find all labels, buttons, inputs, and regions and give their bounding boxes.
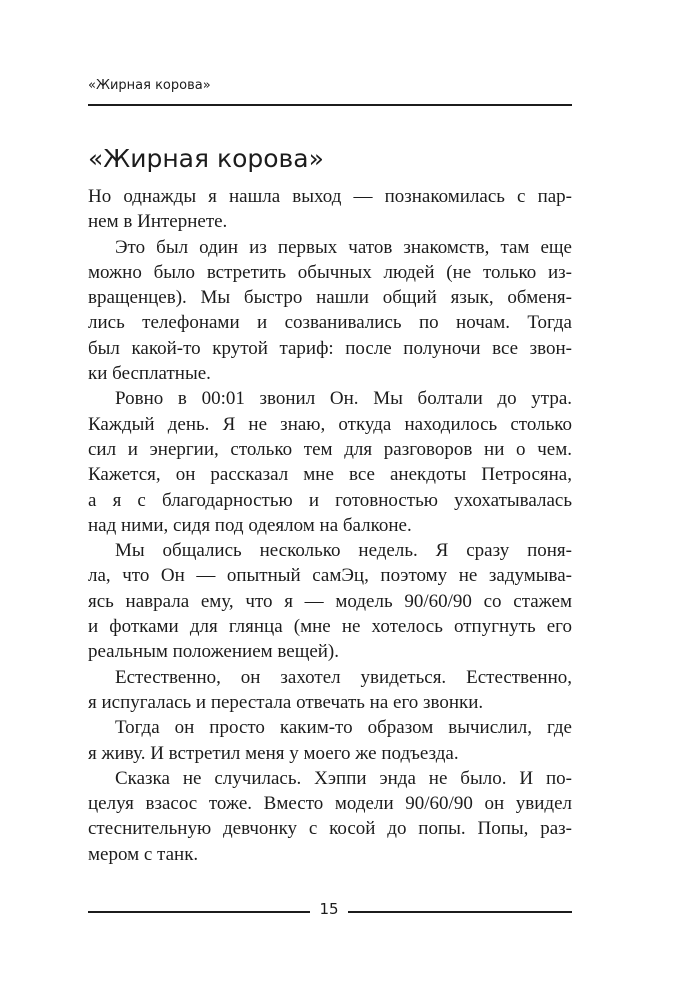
text-line: Мы общались несколько недель. Я сразу поня- bbox=[115, 540, 572, 562]
text-line: реальным положением вещей). bbox=[88, 641, 339, 663]
text-line: можно было встретить обычных людей (не только из- bbox=[88, 261, 572, 283]
footer-rule-left bbox=[88, 911, 310, 913]
text-line: над ними, сидя под одеялом на балконе. bbox=[88, 514, 412, 536]
text-line: Тогда он просто каким-то образом вычислил, где bbox=[115, 717, 572, 739]
text-line: Каждый день. Я не знаю, откуда находилось столько bbox=[88, 413, 572, 435]
text-line: вращенцев). Мы быстро нашли общий язык, обменя- bbox=[88, 287, 572, 309]
text-line: а я с благодарностью и готовностью ухохатывалась bbox=[88, 489, 572, 511]
text-line: нем в Интернете. bbox=[88, 211, 228, 233]
text-line: ки бесплатные. bbox=[88, 363, 211, 385]
text-line: лись телефонами и созванивались по ночам. Тогда bbox=[88, 312, 572, 334]
text-line: Ровно в 00:01 звонил Он. Мы болтали до утра. bbox=[115, 388, 572, 410]
header-rule bbox=[88, 104, 572, 106]
footer-rule-right bbox=[348, 911, 572, 913]
text-line: я живу. И встретил меня у моего же подъезда. bbox=[88, 742, 459, 764]
text-line: был какой-то крутой тариф: после полуночи все звон- bbox=[88, 337, 572, 359]
text-line: Естественно, он захотел увидеться. Естественно, bbox=[115, 666, 572, 688]
text-line: Это был один из первых чатов знакомств, там еще bbox=[115, 236, 572, 258]
body-text bbox=[88, 184, 572, 867]
text-line: сил и энергии, столько тем для разговоров ни о чем. bbox=[88, 438, 572, 460]
text-line: я испугалась и перестала отвечать на его звонки. bbox=[88, 691, 484, 713]
text-line: мером с танк. bbox=[88, 843, 199, 865]
text-line: стеснительную девчонку с косой до попы. Попы, раз- bbox=[88, 818, 572, 840]
text-line: ясь наврала ему, что я — модель 90/60/90 со стажем bbox=[88, 590, 572, 612]
running-header: «Жирная корова» bbox=[88, 78, 211, 93]
text-line: Кажется, он рассказал мне все анекдоты Петросяна, bbox=[88, 464, 572, 486]
text-line: ла, что Он — опытный самЭц, поэтому не задумыва- bbox=[88, 565, 572, 587]
text-line: и фотками для глянца (мне не хотелось отпугнуть его bbox=[88, 616, 572, 638]
text-line: Сказка не случилась. Хэппи энда не было. И по- bbox=[115, 767, 572, 789]
text-line: целуя взасос тоже. Вместо модели 90/60/90 он увидел bbox=[88, 793, 572, 815]
chapter-title: «Жирная корова» bbox=[88, 144, 324, 173]
page-number: 15 bbox=[319, 900, 339, 918]
text-line: Но однажды я нашла выход — познакомилась с пар- bbox=[88, 186, 572, 207]
